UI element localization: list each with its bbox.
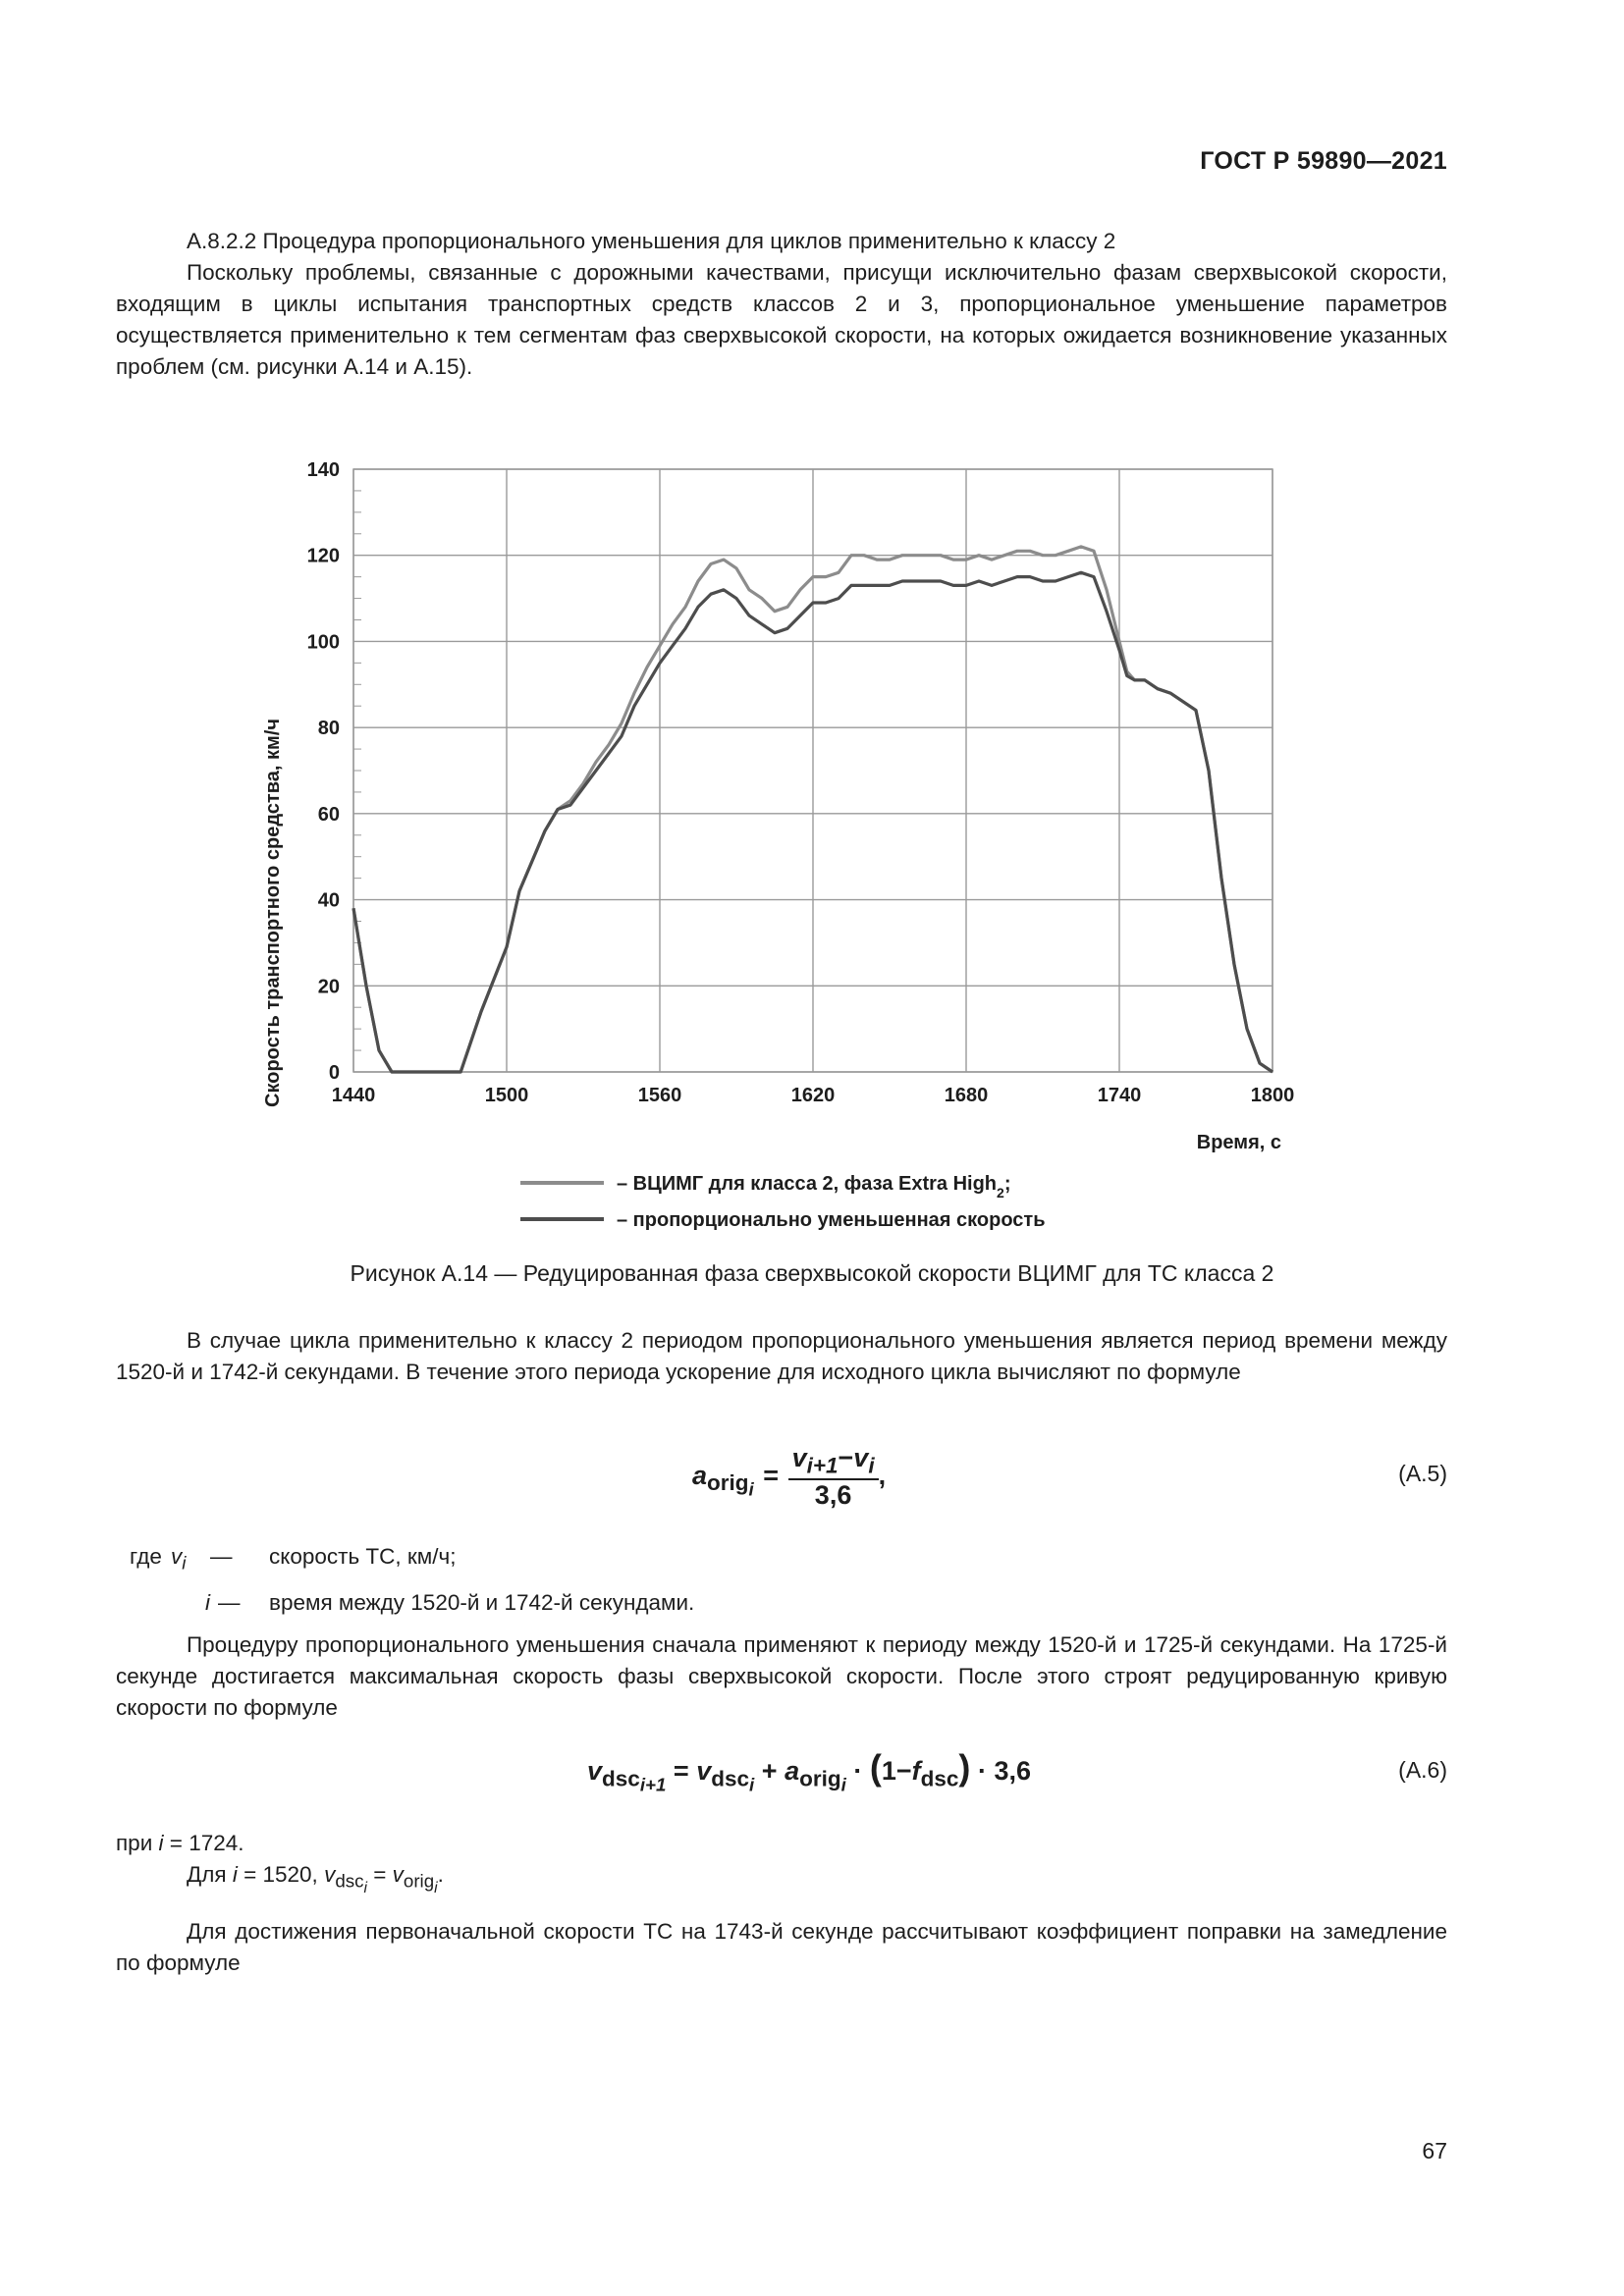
cond2-v2: v — [392, 1862, 404, 1887]
conditions-block — [116, 1828, 1447, 1903]
a6-sub2i: i — [749, 1774, 755, 1795]
x-tick-label: 1680 — [944, 1085, 989, 1106]
y-tick-label: 100 — [306, 631, 340, 654]
x-tick-label: 1620 — [790, 1085, 836, 1106]
y-tick-label: 120 — [306, 545, 340, 567]
condition-2 — [116, 1859, 1447, 1903]
section-block — [116, 226, 1447, 383]
x-tick-label: 1500 — [484, 1085, 529, 1106]
x-tick-labels — [332, 1085, 1295, 1106]
a6-sub1: dsc — [602, 1766, 640, 1791]
a6-sub3: orig — [799, 1766, 841, 1791]
a6-plus: + — [761, 1756, 778, 1786]
x-tick-label: 1800 — [1250, 1085, 1295, 1106]
procedure-paragraph — [116, 1629, 1447, 1724]
y-tick-label: 80 — [317, 718, 340, 740]
procedure-paragraph-text: Процедуру пропорционального уменьшения сначала применяют к периоду между 1520-й и 1725-й секундами. На 1725-й секунде достигается максимальная скорость фазы сверхвысокой скорости. После этого строят редуцированную кривую скорости по формуле — [116, 1632, 1447, 1720]
cond2-end: . — [437, 1862, 444, 1887]
a5-lhs: a — [692, 1460, 708, 1490]
definition-item-2 — [116, 1583, 694, 1623]
a6-dot2: · — [977, 1756, 987, 1786]
def-symbol-1: v — [171, 1544, 183, 1569]
legend-label-2: – пропорционально уменьшенная скорость — [617, 1209, 1046, 1231]
a6-sub1i: i+1 — [639, 1774, 667, 1795]
y-axis-label: Скорость транспортного средства, км/ч — [262, 719, 284, 1107]
legend-label-1: – ВЦИМГ для класса 2, фаза Extra High$_2$; — [617, 1173, 1011, 1201]
a6-sub3i: i — [840, 1774, 846, 1795]
page-number: 67 — [1422, 2138, 1447, 2163]
def-symbol-1-sub: i — [182, 1552, 187, 1574]
cond2-eq: = 1520, — [244, 1862, 318, 1887]
x-tick-label: 1560 — [637, 1085, 682, 1106]
a6-dot1: · — [853, 1756, 863, 1786]
x-tick-label: 1440 — [331, 1085, 376, 1106]
speed-chart — [245, 452, 1375, 1237]
a5-lhs-sub: orig — [707, 1470, 749, 1496]
cond2-var: i — [232, 1862, 238, 1887]
def-text-1: скорость ТС, км/ч; — [269, 1544, 457, 1569]
a6-f: f — [911, 1756, 921, 1786]
cond2-prefix: Для — [187, 1862, 227, 1887]
a6-sub4: dsc — [920, 1766, 959, 1791]
a6-v1: v — [587, 1756, 603, 1786]
eq-number-a5: (А.5) — [1398, 1461, 1447, 1486]
a5-lhs-sub-i: i — [748, 1478, 754, 1500]
a5-denominator: 3,6 — [814, 1480, 852, 1511]
a6-eq: = — [673, 1756, 689, 1786]
y-tick-label: 140 — [306, 459, 340, 481]
final-paragraph — [116, 1916, 1447, 1979]
formula-a5: $a_{orig_i}$ = $\frac{v_{i+1}-v_i}{3,6}$ , — [692, 1443, 887, 1511]
cond1-var: i — [158, 1831, 164, 1855]
y-tick-label: 60 — [317, 803, 340, 826]
definitions-list — [116, 1537, 694, 1623]
intro-paragraph-text: Поскольку проблемы, связанные с дорожными качествами, присущи исключительно фазам сверхвысокой скорости, входящим в циклы испытания транспортных средств классов 2 и 3, пропорциональное уменьшение параметров осуществляется применительно к тем сегментам фаз сверхвысокой скорости, на которых ожидается возникновение указанных проблем (см. рисунки А.14 и А.15). — [116, 260, 1447, 379]
cond2-v2subi: i — [434, 1879, 438, 1896]
section-title-text: А.8.2.2 Процедура пропорционального уменьшения для циклов применительно к классу 2 — [187, 229, 1116, 253]
a6-one-minus: 1− — [881, 1756, 912, 1786]
cond2-v1subi: i — [363, 1879, 367, 1896]
a5-num-v2-sub: i — [868, 1453, 875, 1478]
cond1-prefix: при — [116, 1831, 153, 1855]
def-symbol-2: i — [205, 1589, 210, 1615]
cond1-text: = 1724. — [169, 1831, 244, 1855]
a6-paren-open: ( — [869, 1747, 882, 1788]
a6-sub2: dsc — [711, 1766, 750, 1791]
a6-a: a — [785, 1756, 800, 1786]
x-tick-label: 1740 — [1097, 1085, 1142, 1106]
a5-num-v2: v — [853, 1443, 869, 1472]
a6-factor: 3,6 — [994, 1756, 1031, 1786]
cond2-v1sub: dsc — [335, 1870, 364, 1892]
a5-fraction — [788, 1443, 879, 1511]
cond2-eq2: = — [373, 1862, 387, 1887]
a6-paren-close: ) — [958, 1747, 971, 1788]
intro-paragraph — [116, 257, 1447, 383]
a5-num-v1: v — [791, 1443, 807, 1472]
legend — [520, 1173, 1046, 1231]
def-dash-2: — — [218, 1589, 241, 1615]
cond2-v2sub: orig — [403, 1870, 435, 1892]
y-tick-label: 20 — [317, 976, 340, 998]
figure-caption: Рисунок А.14 — Редуцированная фаза сверхвысокой скорости ВЦИМГ для ТС класса 2 — [350, 1260, 1274, 1286]
x-axis-label: Время, с — [1196, 1132, 1281, 1153]
chart-grid — [353, 469, 1272, 1072]
a5-num-v1-sub: i+1 — [806, 1453, 839, 1478]
period-paragraph-text: В случае цикла применительно к классу 2 периодом пропорционального уменьшения является период времени между 1520-й и 1742-й секундами. В течение этого периода ускорение для исходного цикла вычисляют по формуле — [116, 1328, 1447, 1384]
def-text-2: время между 1520-й и 1742-й секундами. — [269, 1589, 695, 1615]
def-dash-1: — — [210, 1544, 233, 1569]
y-tick-labels — [307, 459, 340, 1084]
document-header: ГОСТ Р 59890—2021 — [1200, 147, 1447, 175]
y-tick-label: 40 — [317, 889, 340, 912]
final-paragraph-text: Для достижения первоначальной скорости ТС на 1743-й секунде рассчитывают коэффициент поправки на замедление по формуле — [116, 1919, 1447, 1975]
section-title — [116, 226, 1447, 257]
formula-a6 — [587, 1747, 1031, 1796]
condition-1 — [116, 1828, 1447, 1859]
y-tick-label: 0 — [328, 1062, 340, 1084]
a6-v2: v — [696, 1756, 712, 1786]
definition-item-1 — [116, 1537, 694, 1583]
eq-number-a6: (А.6) — [1398, 1757, 1447, 1783]
where-label: где — [130, 1544, 162, 1569]
period-paragraph — [116, 1325, 1447, 1388]
cond2-v1: v — [324, 1862, 336, 1887]
a5-minus: − — [838, 1443, 854, 1472]
